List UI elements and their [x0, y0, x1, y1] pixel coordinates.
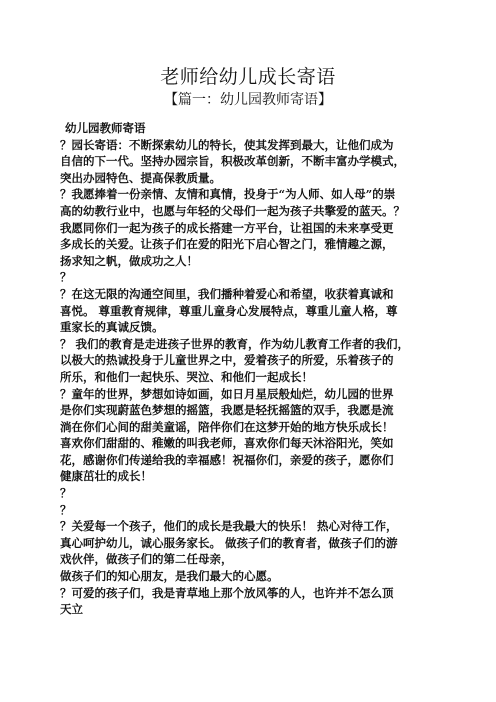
text-line: 扬求知之帆，做成功之人！ [60, 253, 198, 268]
document-subtitle: 【篇一：幼儿园教师寄语】 [164, 92, 332, 108]
text-line: 所乐，和他们一起快乐、哭泣、和他们一起成长！ [60, 369, 313, 384]
text-line: 我愿同你们一起为孩子的成长搭建一方平台，让祖国的未来享受更 [60, 220, 394, 235]
text-line: 喜欢你们甜甜的、稚嫩的叫我老师，喜欢你们每天沐浴阳光，笑如 [60, 436, 394, 451]
section-heading: 幼儿园教师寄语 [65, 121, 146, 135]
text-line: 高的幼教行业中，也愿与年轻的父母们一起为孩子共擎爱的蓝天。？ [60, 203, 405, 218]
text-line: 自信的下一代。坚持办园宗旨，积极改革创新，不断丰富办学模式， [60, 154, 405, 169]
text-line: ？园长寄语：不断探索幼儿的特长，使其发挥到最大，让他们成为 [60, 137, 394, 152]
document-title: 老师给幼儿成长寄语 [160, 66, 336, 88]
text-line: ？ [60, 502, 72, 517]
text-line: 淌在你们心间的甜美童谣，陪伴你们在这梦开始的地方快乐成长！ [60, 419, 394, 434]
text-line: 做孩子们的知心朋友，是我们最大的心愿。 [60, 569, 279, 584]
text-line: 花，感谢你们传递给我的幸福感！祝福你们，亲爱的孩子，愿你们 [60, 452, 394, 467]
text-line: 以极大的热诚投身于儿童世界之中，爱着孩子的所爱，乐着孩子的 [60, 353, 394, 368]
text-line: ？ [60, 270, 72, 285]
text-line: 戏伙伴，做孩子们的第二任母亲， [60, 552, 233, 567]
text-line: ？童年的世界，梦想如诗如画，如日月星辰般灿烂，幼儿园的世界 [60, 386, 394, 401]
text-line: 真心呵护幼儿，诚心服务家长。 做孩子们的教育者，做孩子们的游 [60, 535, 398, 550]
text-line: ？在这无限的沟通空间里，我们播种着爱心和希望，收获着真诚和 [60, 286, 394, 301]
text-line: 天立 [60, 602, 83, 617]
text-line: ？ [60, 486, 72, 501]
text-line: 喜悦。 尊重教育规律，尊重儿童身心发展特点，尊重儿童人格，尊 [60, 303, 398, 318]
document-body [60, 120, 440, 618]
text-line: 突出办园特色、提高保教质量。 [60, 170, 221, 185]
text-line: ？ 我们的教育是走进孩子世界的教育，作为幼儿教育工作者的我们， [60, 336, 409, 351]
text-line: 多成长的关爱。让孩子们在爱的阳光下启心智之门，雅情趣之源， [60, 237, 394, 252]
text-line: ？关爱每一个孩子，他们的成长是我最大的快乐！ 热心对待工作， [60, 519, 398, 534]
text-line: ？我愿捧着一份亲情、友情和真情，投身于“为人师、如人母”的崇 [60, 187, 396, 202]
text-line: 健康茁壮的成长！ [60, 469, 152, 484]
text-line: 重家长的真诚反馈。 [60, 320, 164, 335]
text-line: 是你们实现蔚蓝色梦想的摇篮，我愿是轻抚摇篮的双手，我愿是流 [60, 403, 394, 418]
text-line: ？可爱的孩子们，我是青草地上那个放风筝的人，也许并不怎么顶 [60, 585, 394, 600]
